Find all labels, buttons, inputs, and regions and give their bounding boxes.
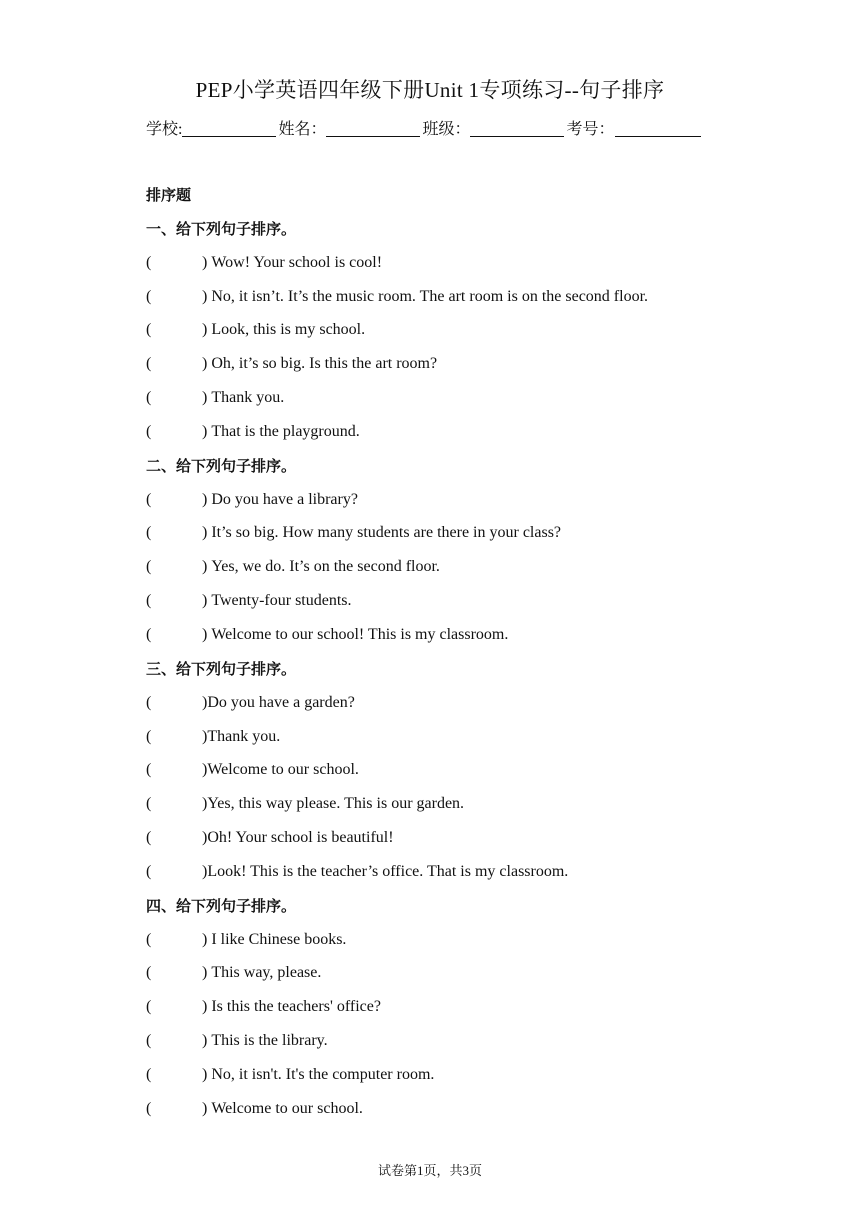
answer-blank[interactable]: ( [146,964,152,982]
answer-blank-close: ) [202,524,208,542]
answer-blank[interactable]: ( [146,321,152,339]
answer-blank-close: ) [202,761,208,779]
answer-blank-close: ) [202,422,208,440]
info-blank-field[interactable] [615,118,701,137]
sentence-text: Look! This is the teacher’s office. That is my classroom. [207,862,569,880]
sentence-item [146,793,786,827]
answer-blank[interactable]: ( [146,490,152,508]
answer-blank[interactable]: ( [146,355,152,373]
sentence-text: Do you have a library? [211,490,358,508]
sentence-item [146,861,786,895]
answer-blank[interactable]: ( [146,625,152,643]
answer-blank[interactable]: ( [146,287,152,305]
sentence-text: Do you have a garden? [207,693,355,711]
sentence-text: It’s so big. How many students are there in your class? [211,524,562,542]
sentence-item [146,1098,786,1132]
page-footer: 试卷第1页，共3页 [377,1163,482,1178]
answer-blank-close: ) [202,321,208,339]
page-title: PEP小学英语四年级下册Unit 1专项练习--句子排序 [195,78,665,102]
question-heading: 一、给下列句子排序。 [146,219,297,238]
sentence-item [146,692,786,726]
sentence-item [146,590,786,624]
answer-blank[interactable]: ( [146,930,152,948]
sentence-text: This way, please. [211,964,322,982]
answer-blank[interactable]: ( [146,422,152,440]
sentence-text: No, it isn't. It's the computer room. [211,1065,435,1083]
answer-blank-close: ) [202,592,208,610]
answer-blank[interactable]: ( [146,761,152,779]
answer-blank[interactable]: ( [146,253,152,271]
sentence-item [146,726,786,760]
answer-blank[interactable]: ( [146,558,152,576]
info-label: 班级： [422,121,471,138]
info-blank-field[interactable] [182,118,276,137]
answer-blank-close: ) [202,253,208,271]
sentence-text: Oh, it’s so big. Is this the art room? [211,355,438,373]
answer-blank-close: ) [202,930,208,948]
answer-blank-close: ) [202,389,208,407]
sentence-item [146,1064,786,1098]
answer-blank-close: ) [202,693,208,711]
answer-blank[interactable]: ( [146,524,152,542]
answer-blank-close: ) [202,490,208,508]
sentence-item [146,624,786,658]
sentence-item [146,827,786,861]
sentence-item [146,556,786,590]
answer-blank[interactable]: ( [146,829,152,847]
answer-blank[interactable]: ( [146,1032,152,1050]
answer-blank-close: ) [202,998,208,1016]
answer-blank[interactable]: ( [146,693,152,711]
sentence-text: No, it isn’t. It’s the music room. The art room is on the second floor. [211,287,649,305]
sentence-item [146,489,786,523]
answer-blank-close: ) [202,1032,208,1050]
answer-blank-close: ) [202,964,208,982]
info-label: 姓名： [278,121,327,138]
question-heading: 二、给下列句子排序。 [146,456,297,475]
answer-blank-close: ) [202,829,208,847]
sentence-text: Look, this is my school. [211,321,366,339]
sentence-text: That is the playground. [211,422,360,440]
sentence-item [146,319,786,353]
sentence-text: I like Chinese books. [211,930,347,948]
sentence-text: Yes, we do. It’s on the second floor. [211,558,440,576]
sentence-item [146,353,786,387]
info-label: 考号： [566,121,615,138]
answer-blank[interactable]: ( [146,862,152,880]
sentence-item [146,421,786,455]
answer-blank[interactable]: ( [146,727,152,745]
sentence-text: Thank you. [207,727,281,745]
sentence-item [146,1030,786,1064]
sentence-text: Welcome to our school. [207,761,359,779]
sentence-item [146,929,786,963]
question-heading: 三、给下列句子排序。 [146,659,297,678]
sentence-item [146,522,786,556]
sentence-item [146,387,786,421]
answer-blank[interactable]: ( [146,592,152,610]
info-blank-field[interactable] [470,118,564,137]
sentence-item [146,759,786,793]
sentence-item [146,286,786,320]
answer-blank[interactable]: ( [146,389,152,407]
sentence-text: Twenty-four students. [211,592,352,610]
sentence-text: This is the library. [211,1032,328,1050]
answer-blank-close: ) [202,1065,208,1083]
question-heading: 四、给下列句子排序。 [146,896,297,915]
answer-blank[interactable]: ( [146,998,152,1016]
sentence-item [146,996,786,1030]
answer-blank-close: ) [202,625,208,643]
answer-blank-close: ) [202,355,208,373]
info-label: 学校: [146,121,183,138]
answer-blank[interactable]: ( [146,795,152,813]
answer-blank-close: ) [202,287,208,305]
sentence-text: Wow! Your school is cool! [211,253,383,271]
sentence-text: Welcome to our school! This is my classroom. [211,625,509,643]
sentence-text: Welcome to our school. [211,1099,363,1117]
sentence-item [146,962,786,996]
answer-blank-close: ) [202,862,208,880]
sentence-item [146,252,786,286]
answer-blank-close: ) [202,795,208,813]
answer-blank-close: ) [202,558,208,576]
sentence-text: Oh! Your school is beautiful! [207,829,394,847]
exercise-content [146,184,786,1132]
student-info-line [146,116,703,139]
answer-blank[interactable]: ( [146,1099,152,1117]
sentence-text: Yes, this way please. This is our garden. [207,795,465,813]
answer-blank[interactable]: ( [146,1065,152,1083]
sentence-text: Thank you. [211,389,285,407]
sentence-text: Is this the teachers' office? [211,998,381,1016]
answer-blank-close: ) [202,727,208,745]
info-blank-field[interactable] [326,118,420,137]
section-title: 排序题 [146,186,192,204]
answer-blank-close: ) [202,1099,208,1117]
